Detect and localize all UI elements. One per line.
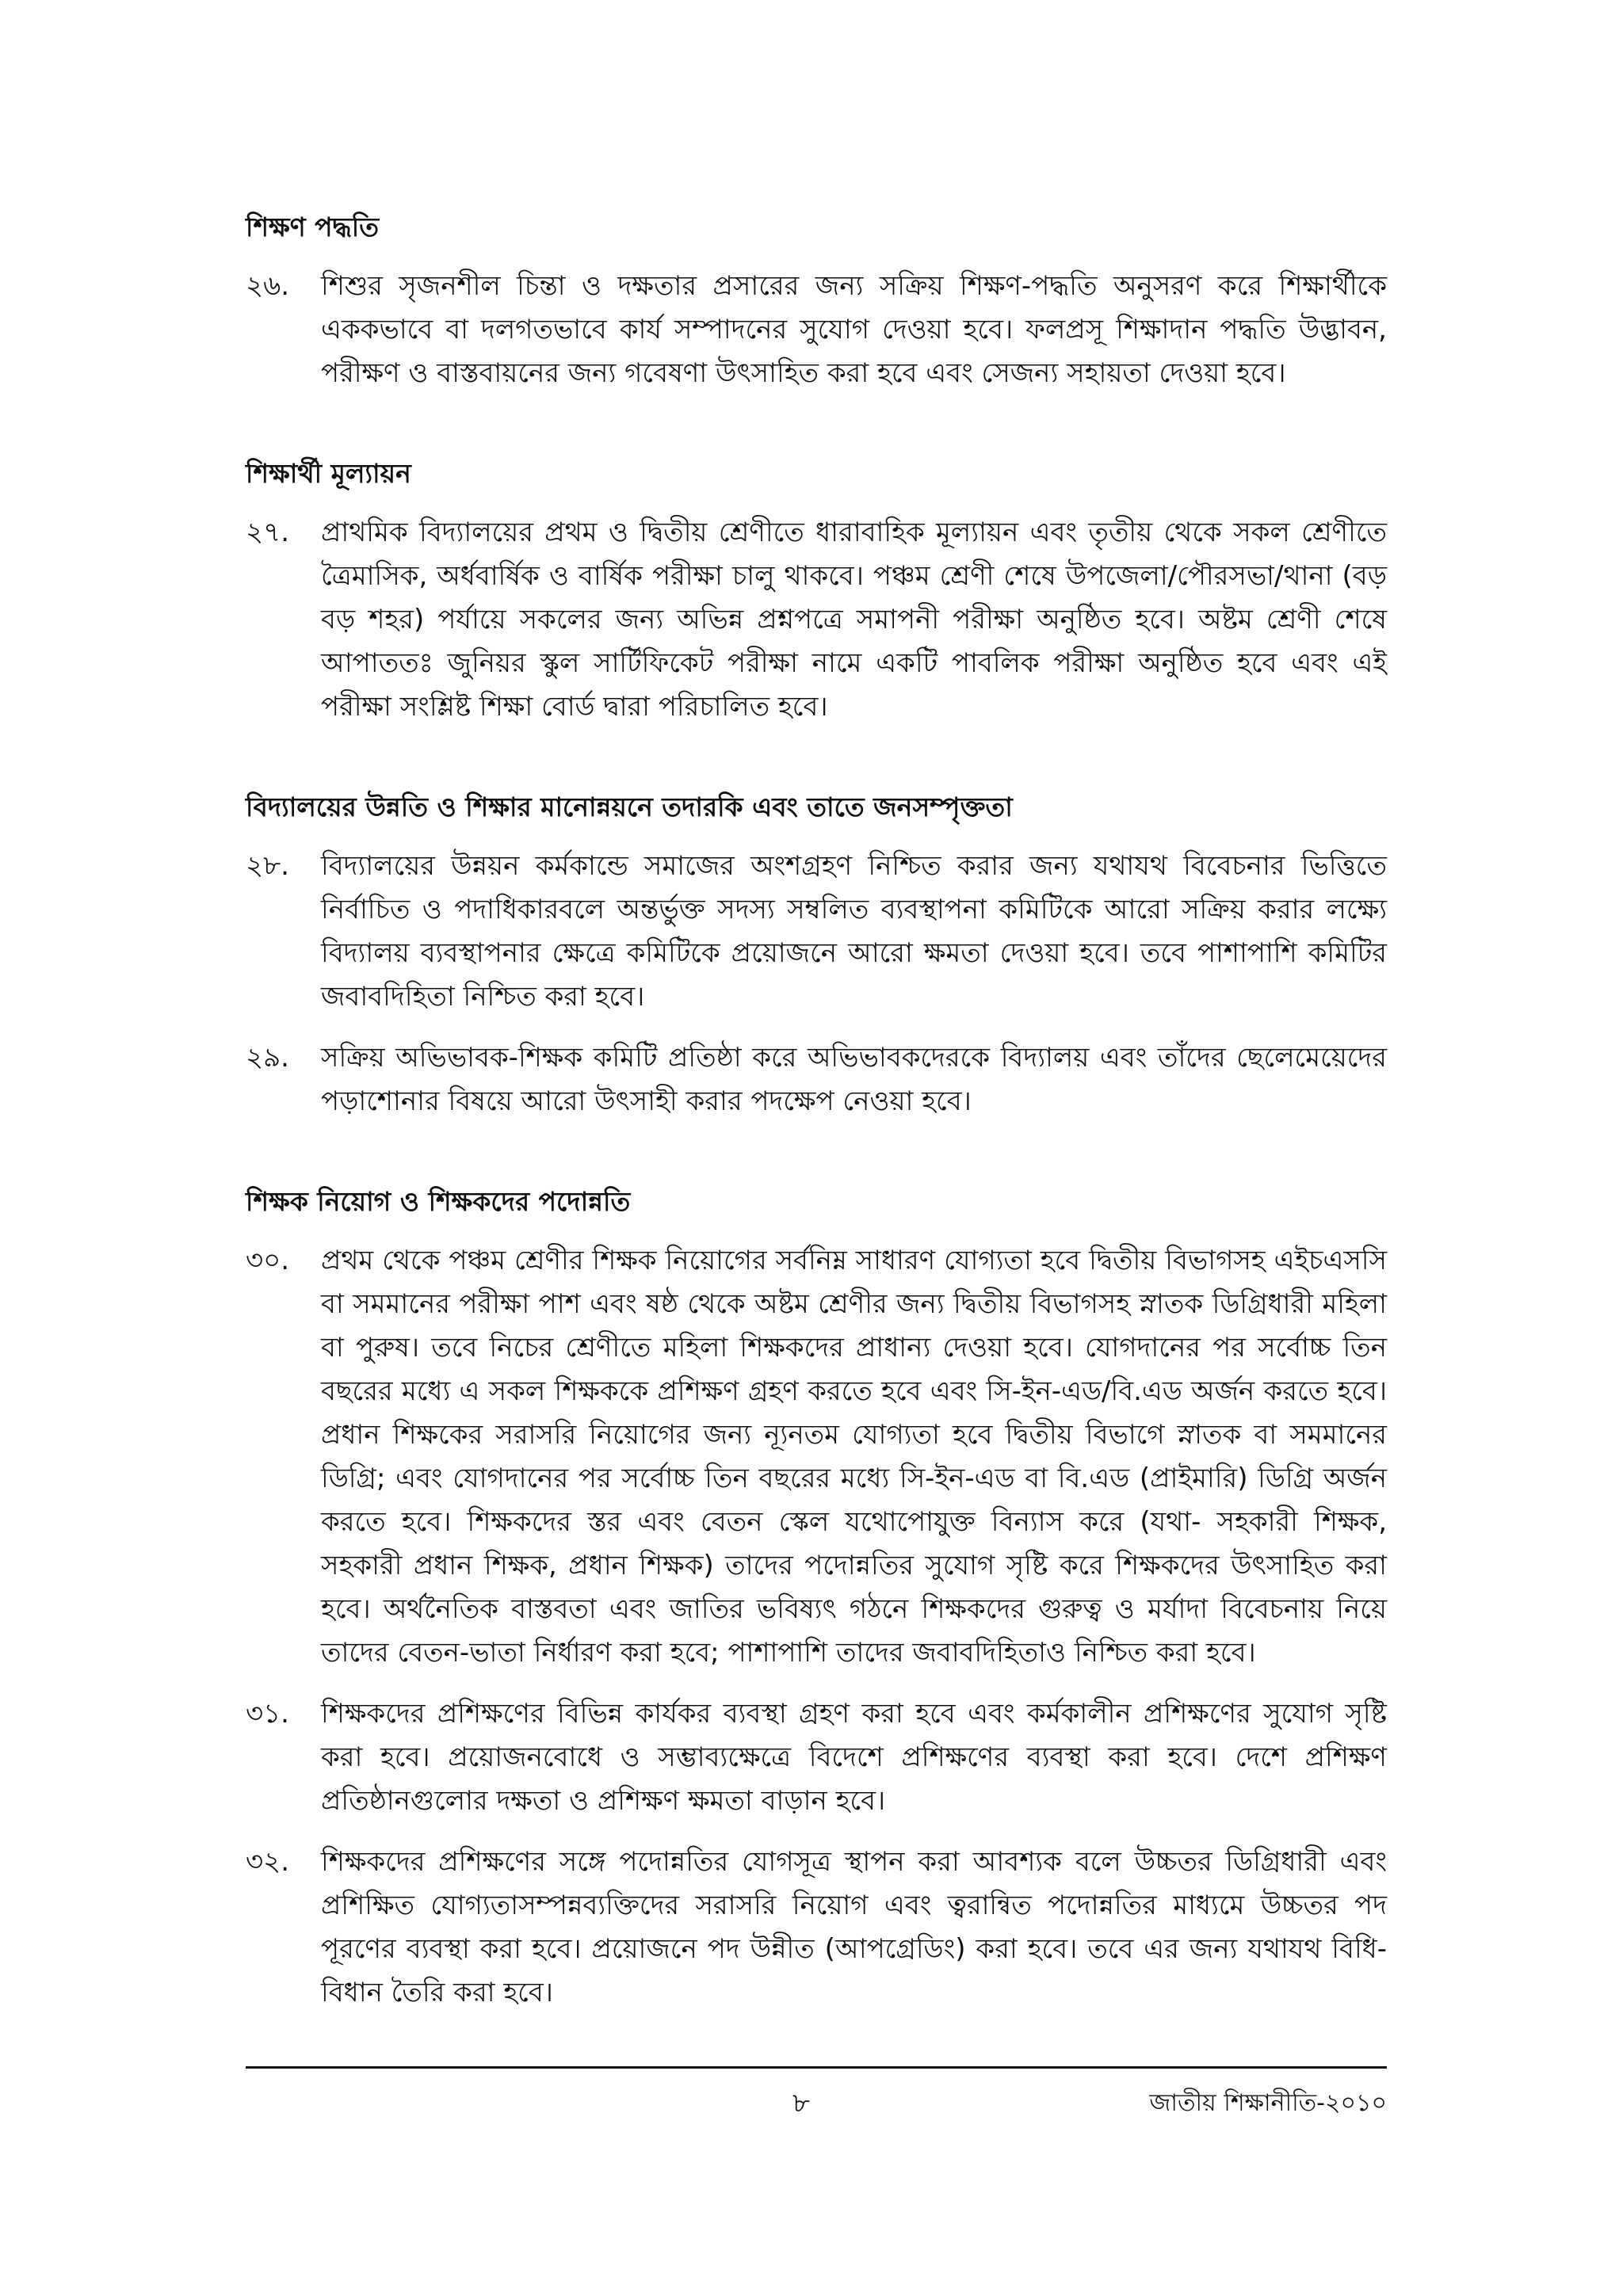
paragraph-text: বিদ্যালয়ের উন্নয়ন কর্মকান্ডে সমাজের অংশগ্রহণ নিশ্চিত করার জন্য যথাযথ বিবেচনার ভিত্তিতে নির্বাচিত ও পদাধিকারবলে অন্তর্ভুক্ত সদস্য সম্বলিত ব্যবস্থাপনা কমিটিকে আরো সক্রিয় করার লক্ষ্যে বিদ্যালয় ব্যবস্থাপনার ক্ষেত্রে কমিটিকে প্রয়োজনে আরো ক্ষমতা দেওয়া হবে। তবে পাশাপাশি কমিটির জবাবদিহিতা নিশ্চিত করা হবে। [321,850,1387,1013]
section-heading: শিক্ষার্থী মূল্যায়ন [246,458,411,489]
paragraph-number: ২৬. [246,270,290,302]
paragraph-text: প্রাথমিক বিদ্যালয়ের প্রথম ও দ্বিতীয় শ্রেণীতে ধারাবাহিক মূল্যায়ন এবং তৃতীয় থেকে সকল শ্রেণীতে ত্রৈমাসিক, অর্ধবার্ষিক ও বার্ষিক পরীক্ষা চালু থাকবে। পঞ্চম শ্রেণী শেষে উপজেলা/পৌরসভা/থানা (বড় বড় শহর) পর্যায়ে সকলের জন্য অভিন্ন প্রশ্নপত্রে সমাপনী পরীক্ষা অনুষ্ঠিত হবে। অষ্টম শ্রেণী শেষে আপাততঃ জুনিয়র স্কুল সার্টিফিকেট পরীক্ষা নামে একটি পাবলিক পরীক্ষা অনুষ্ঠিত হবে এবং এই পরীক্ষা সংশ্লিষ্ট শিক্ষা বোর্ড দ্বারা পরিচালিত হবে। [321,517,1387,723]
numbered-paragraph [246,845,1387,1019]
paragraph-text: শিশুর সৃজনশীল চিন্তা ও দক্ষতার প্রসারের জন্য সক্রিয় শিক্ষণ-পদ্ধতি অনুসরণ করে শিক্ষার্থীকে এককভাবে বা দলগতভাবে কার্য সম্পাদনের সুযোগ দেওয়া হবে। ফলপ্রসূ শিক্ষাদান পদ্ধতি উদ্ভাবন, পরীক্ষণ ও বাস্তবায়নের জন্য গবেষণা উৎসাহিত করা হবে এবং সেজন্য সহায়তা দেওয়া হবে। [321,270,1387,389]
paragraph-number: ২৯. [246,1042,289,1074]
paragraph-text: শিক্ষকদের প্রশিক্ষণের সঙ্গে পদোন্নতির যোগসূত্র স্থাপন করা আবশ্যক বলে উচ্চতর ডিগ্রিধারী এবং প্রশিক্ষিত যোগ্যতাসম্পন্নব্যক্তিদের সরাসরি নিয়োগ এবং ত্বরান্বিত পদোন্নতির মাধ্যমে উচ্চতর পদ পূরণের ব্যবস্থা করা হবে। প্রয়োজনে পদ উন্নীত (আপগ্রেডিং) করা হবে। তবে এর জন্য যথাযথ বিধি-বিধান তৈরি করা হবে। [321,1846,1387,2008]
numbered-paragraph [246,1036,1387,1123]
numbered-paragraph [246,265,1387,395]
section-heading: বিদ্যালয়ের উন্নতি ও শিক্ষার মানোন্নয়নে তদারকি এবং তাতে জনসম্পৃক্ততা [246,791,1013,822]
numbered-paragraph [246,1692,1387,1823]
section-heading: শিক্ষণ পদ্ধতি [246,212,379,242]
paragraph-number: ৩২. [246,1846,290,1878]
numbered-paragraph [246,1840,1387,2015]
footer-divider [246,2066,1387,2069]
section-school-supervision [246,788,1387,1123]
paragraph-text: সক্রিয় অভিভাবক-শিক্ষক কমিটি প্রতিষ্ঠা করে অভিভাবকদেরকে বিদ্যালয় এবং তাঁদের ছেলেমেয়েদের পড়াশোনার বিষয়ে আরো উৎসাহী করার পদক্ষেপ নেওয়া হবে। [321,1042,1387,1117]
section-teacher-recruitment [246,1182,1387,2015]
paragraph-text: প্রথম থেকে পঞ্চম শ্রেণীর শিক্ষক নিয়োগের সর্বনিম্ন সাধারণ যোগ্যতা হবে দ্বিতীয় বিভাগসহ এইচএসসি বা সমমানের পরীক্ষা পাশ এবং ষষ্ঠ থেকে অষ্টম শ্রেণীর জন্য দ্বিতীয় বিভাগসহ স্নাতক ডিগ্রিধারী মহিলা বা পুরুষ। তবে নিচের শ্রেণীতে মহিলা শিক্ষকদের প্রাধান্য দেওয়া হবে। যোগদানের পর সর্বোচ্চ তিন বছরের মধ্যে এ সকল শিক্ষককে প্রশিক্ষণ গ্রহণ করতে হবে এবং সি-ইন-এড/বি.এড অর্জন করতে হবে। প্রধান শিক্ষকের সরাসরি নিয়োগের জন্য ন্যূনতম যোগ্যতা হবে দ্বিতীয় বিভাগে স্নাতক বা সমমানের ডিগ্রি; এবং যোগদানের পর সর্বোচ্চ তিন বছরের মধ্যে সি-ইন-এড বা বি.এড (প্রাইমারি) ডিগ্রি অর্জন করতে হবে। শিক্ষকদের স্তর এবং বেতন স্কেল যথোপোযুক্ত বিন্যাস করে (যথা- সহকারী শিক্ষক, সহকারী প্রধান শিক্ষক, প্রধান শিক্ষক) তাদের পদোন্নতির সুযোগ সৃষ্টি করে শিক্ষকদের উৎসাহিত করা হবে। অর্থনৈতিক বাস্তবতা এবং জাতির ভবিষ্যৎ গঠনে শিক্ষকদের গুরুত্ব ও মর্যাদা বিবেচনায় নিয়ে তাদের বেতন-ভাতা নির্ধারণ করা হবে; পাশাপাশি তাদের জবাবদিহিতাও নিশ্চিত করা হবে। [321,1245,1387,1669]
footer-document-title: জাতীয় শিক্ষানীতি-২০১০ [1149,2089,1387,2117]
section-heading: শিক্ষক নিয়োগ ও শিক্ষকদের পদোন্নতি [246,1186,631,1217]
section-student-assessment [246,454,1387,729]
paragraph-number: ৩০. [246,1245,290,1276]
paragraph-number: ২৭. [246,517,290,548]
section-teaching-method [246,208,1387,395]
numbered-paragraph [246,511,1387,729]
page-body [246,208,1387,2015]
paragraph-text: শিক্ষকদের প্রশিক্ষণের বিভিন্ন কার্যকর ব্যবস্থা গ্রহণ করা হবে এবং কর্মকালীন প্রশিক্ষণের সুযোগ সৃষ্টি করা হবে। প্রয়োজনবোধে ও সম্ভাব্যক্ষেত্রে বিদেশে প্রশিক্ষণের ব্যবস্থা করা হবে। দেশে প্রশিক্ষণ প্রতিষ্ঠানগুলোর দক্ষতা ও প্রশিক্ষণ ক্ষমতা বাড়ান হবে। [321,1698,1387,1817]
numbered-paragraph [246,1239,1387,1675]
paragraph-number: ৩১. [246,1698,289,1730]
page-number: ৮ [792,2088,811,2119]
paragraph-number: ২৮. [246,850,289,882]
